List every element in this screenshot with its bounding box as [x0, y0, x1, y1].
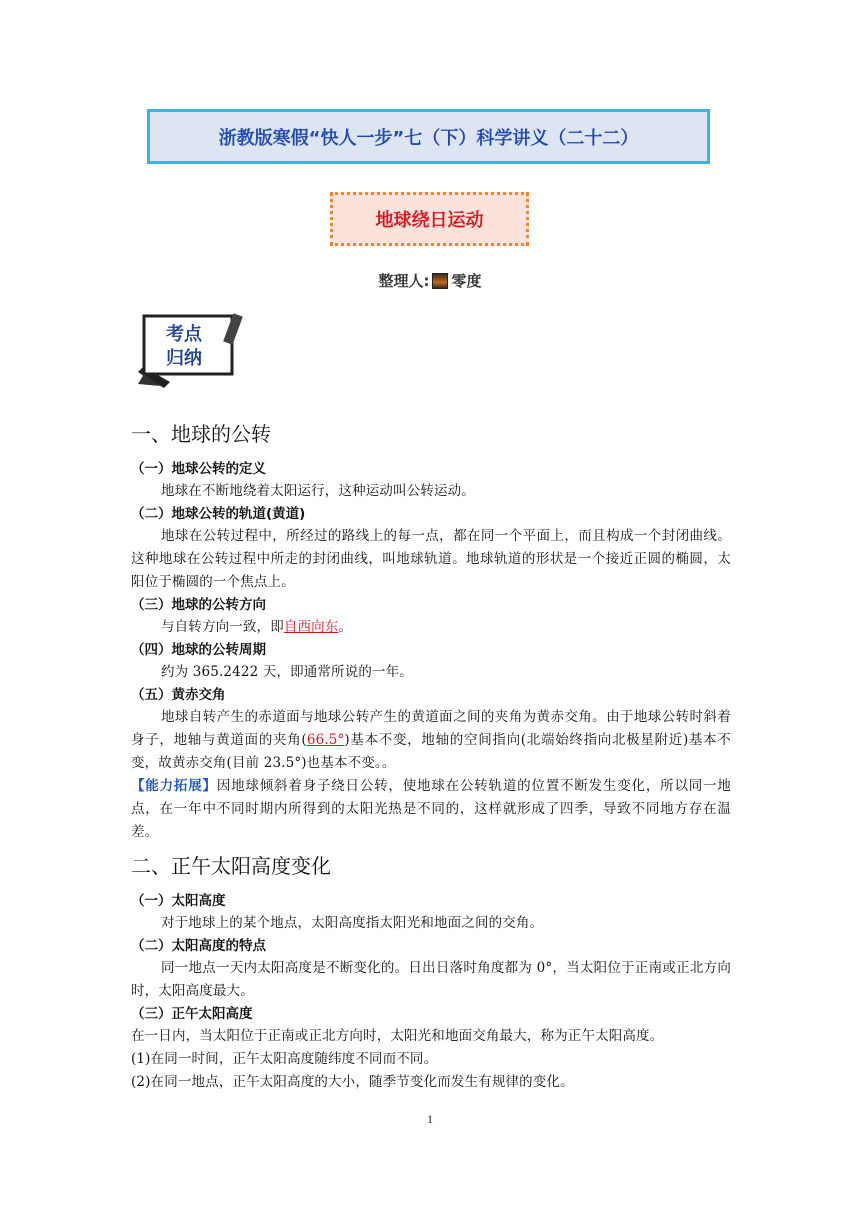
s1-3-highlight: 自西向东: [283, 619, 339, 635]
organizer-name: 零度: [451, 272, 482, 290]
s1-3-title: （三）地球的公转方向: [131, 597, 266, 613]
page-number: 1: [427, 1112, 433, 1126]
key-points-badge: [130, 310, 245, 390]
s2-3-item1: (1)在同一时间，正午太阳高度随纬度不同而不同。: [131, 1051, 438, 1067]
s1-5-text-before: 地球自转产生的赤道面与地球公转产生的黄道面之间的夹角为黄赤交角。由于地球公转时斜着身子，地轴与黄道面的夹角(: [131, 709, 731, 748]
topic-title: 地球绕日运动: [330, 192, 529, 246]
s1-2-title: （二）地球公转的轨道(黄道): [131, 506, 306, 522]
s1-3-text: [131, 616, 731, 639]
s1-2-text: 地球在公转过程中，所经过的路线上的每一点，都在同一个平面上，而且构成一个封闭曲线。这种地球在公转过程中所走的封闭曲线，叫地球轨道。地球轨道的形状是一个接近正圆的椭圆，太阳位于椭圆的一个焦点上。: [131, 528, 731, 590]
s1-5-highlight: 66.5°: [306, 732, 345, 748]
s1-5-text: [131, 706, 731, 775]
badge-line2: 归纳: [166, 348, 202, 369]
sunset-icon: [432, 273, 448, 289]
s1-5-title: （五）黄赤交角: [131, 687, 226, 703]
s1-4-text: 约为 365.2422 天，即通常所说的一年。: [161, 664, 413, 680]
organizer-line: [0, 270, 860, 291]
ability-extension-label: 【能力拓展】: [131, 778, 217, 794]
s2-3-title: （三）正午太阳高度: [131, 1006, 253, 1022]
organizer-label: 整理人:: [378, 272, 430, 290]
s1-3-text-after: 。: [338, 619, 353, 635]
s1-3-text-before: 与自转方向一致，即: [161, 619, 284, 635]
s2-2-text: 同一地点一天内太阳高度是不断变化的。日出日落时角度都为 0°，当太阳位于正南或正北方向时，太阳高度最大。: [131, 960, 731, 999]
s1-5-text-after: )基本不变，地轴的空间指向(北端始终指向北极星附近)基本不变，故黄赤交角(目前 23.5°)也基本不变。。: [131, 732, 731, 771]
badge-line1: 考点: [166, 324, 202, 345]
s2-1-text: 对于地球上的某个地点，太阳高度指太阳光和地面之间的交角。: [161, 915, 544, 931]
s2-2-title: （二）太阳高度的特点: [131, 938, 266, 954]
s2-3-item2: (2)在同一地点，正午太阳高度的大小，随季节变化而发生有规律的变化。: [131, 1074, 574, 1090]
content: [131, 420, 731, 1094]
section2-heading: 二、正午太阳高度变化: [131, 854, 331, 878]
s1-1-text: 地球在不断地绕着太阳运行，这种运动叫公转运动。: [161, 483, 475, 499]
s1-4-title: （四）地球的公转周期: [131, 642, 266, 658]
section1-heading: 一、地球的公转: [131, 422, 271, 446]
s1-1-title: （一）地球公转的定义: [131, 461, 266, 477]
document-title: 浙教版寒假“快人一步”七（下）科学讲义（二十二）: [147, 109, 710, 164]
s2-3-text: 在一日内，当太阳位于正南或正北方向时，太阳光和地面交角最大，称为正午太阳高度。: [131, 1028, 664, 1044]
s2-1-title: （一）太阳高度: [131, 893, 226, 909]
ability-extension-text: 因地球倾斜着身子绕日公转，使地球在公转轨道的位置不断发生变化，所以同一地点，在一年中不同时期内所得到的太阳光热是不同的，这样就形成了四季，导致不同地方存在温差。: [131, 778, 731, 840]
ability-extension: [131, 775, 731, 844]
